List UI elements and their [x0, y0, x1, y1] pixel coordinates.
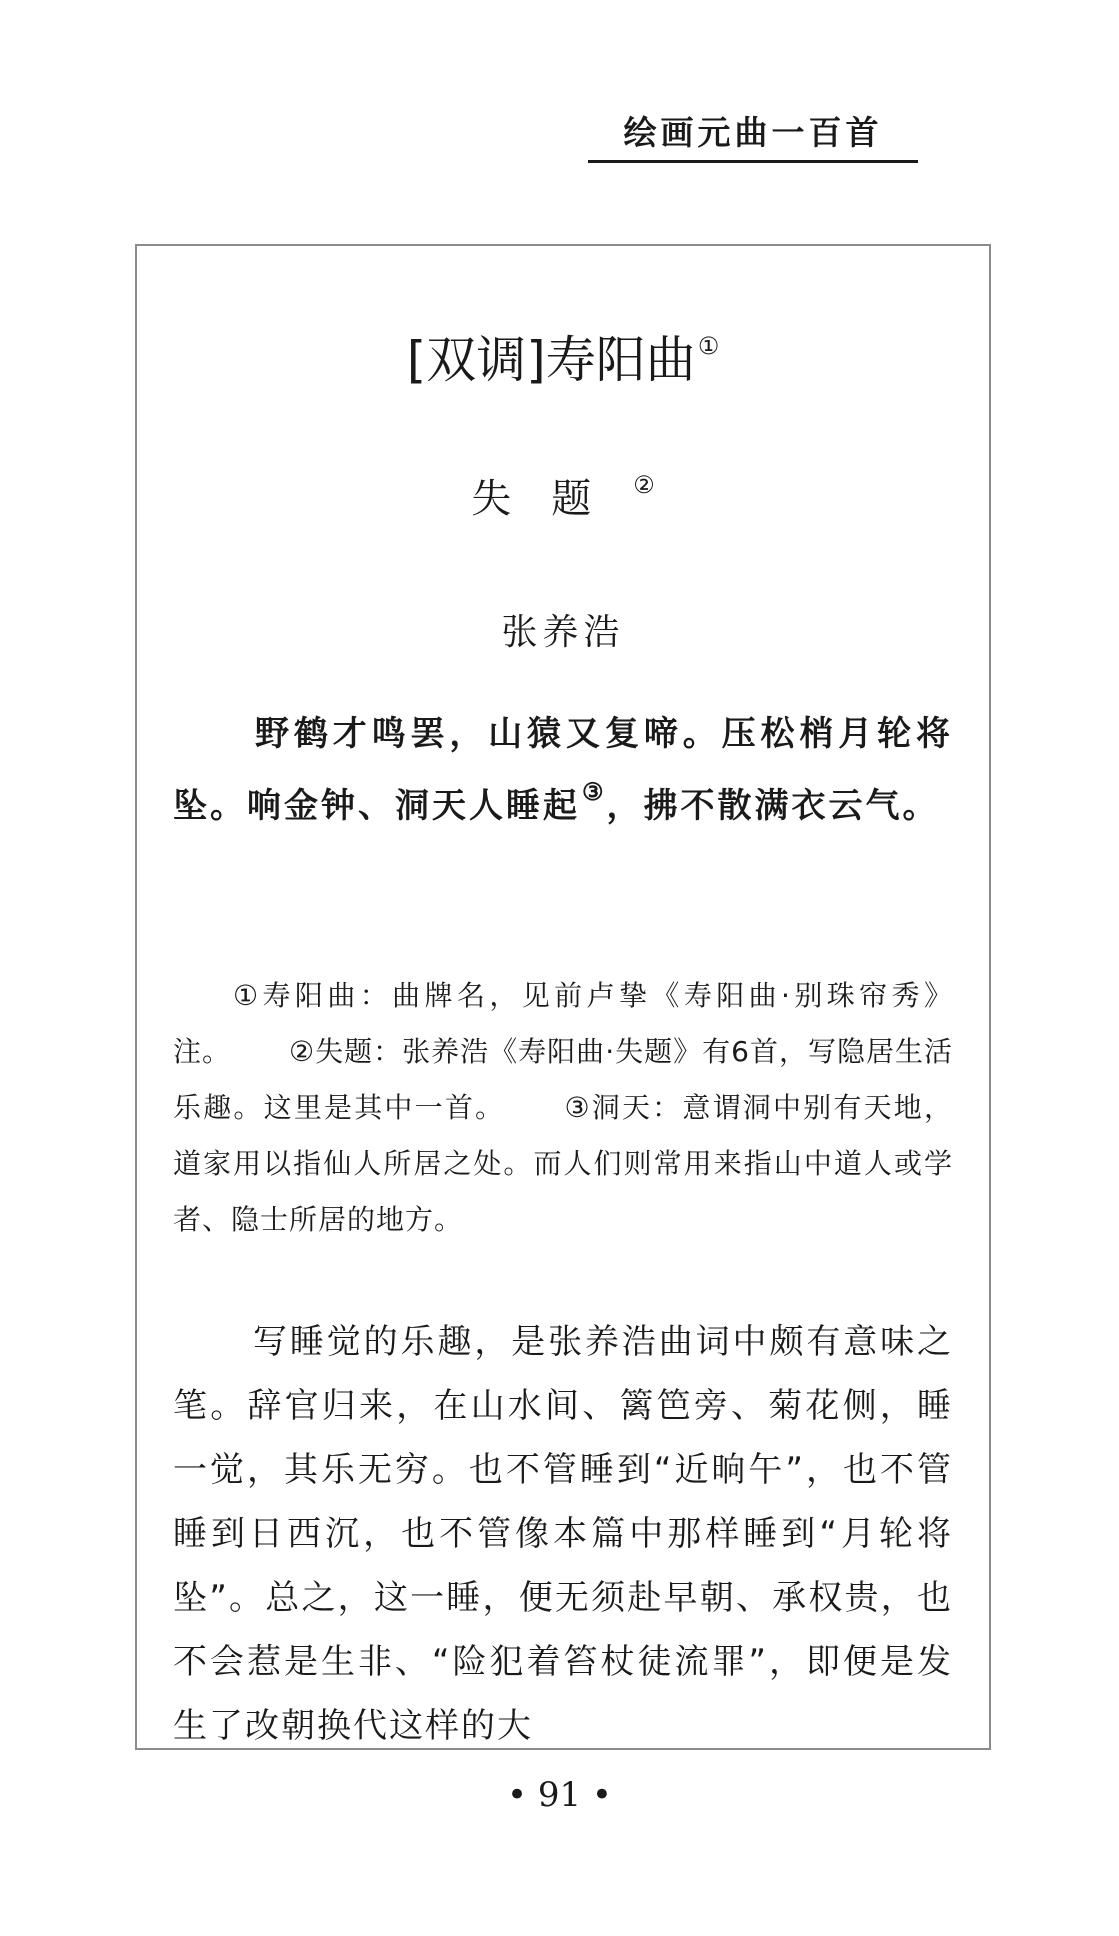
content-frame	[135, 244, 991, 1750]
poem-title-text: 失题	[471, 476, 632, 522]
poem-title	[137, 471, 989, 524]
verse-part-1: 野鹤才鸣罢，山猿又复啼。压松梢月轮将坠。响金钟、洞天人睡起	[173, 714, 953, 826]
qupai-title	[137, 330, 989, 390]
verse-text	[173, 698, 953, 842]
footnote-ref-1: ①	[697, 332, 720, 360]
page-number: • 91 •	[507, 1775, 612, 1815]
commentary-paragraph: 写睡觉的乐趣，是张养浩曲词中颇有意味之笔。辞官归来，在山水间、篱笆旁、菊花侧，睡一觉，其乐无穷。也不管睡到“近晌午”，也不管睡到日西沉，也不管像本篇中那样睡到“月轮将坠”。总之，这一睡，便无须赴早朝、承权贵，也不会惹是生非、“险犯着笞杖徒流罪”，即便是发生了改朝换代这样的大	[173, 1322, 953, 1746]
footnotes	[173, 968, 953, 1248]
footnote-1: ①寿阳曲：曲牌名，见前卢挚《寿阳曲·别珠帘秀》注。	[173, 979, 953, 1068]
footnote-ref-2: ②	[633, 471, 655, 499]
author-name: 张养浩	[501, 612, 625, 653]
verse-part-2: ，拂不散满衣云气。	[606, 786, 940, 826]
footnote-2: ②失题：张养浩《寿阳曲·失题》有6首，写隐居生活乐趣。这里是其中一首。	[173, 1035, 953, 1124]
qupai-title-text: [双调]寿阳曲	[406, 331, 696, 389]
running-header: 绘画元曲一百首	[588, 112, 918, 163]
footnote-3: ③洞天：意谓洞中别有天地，道家用以指仙人所居之处。而人们则常用来指山中道人或学者、隐士所居的地方。	[173, 1091, 953, 1236]
footnote-ref-3: ③	[582, 777, 607, 806]
